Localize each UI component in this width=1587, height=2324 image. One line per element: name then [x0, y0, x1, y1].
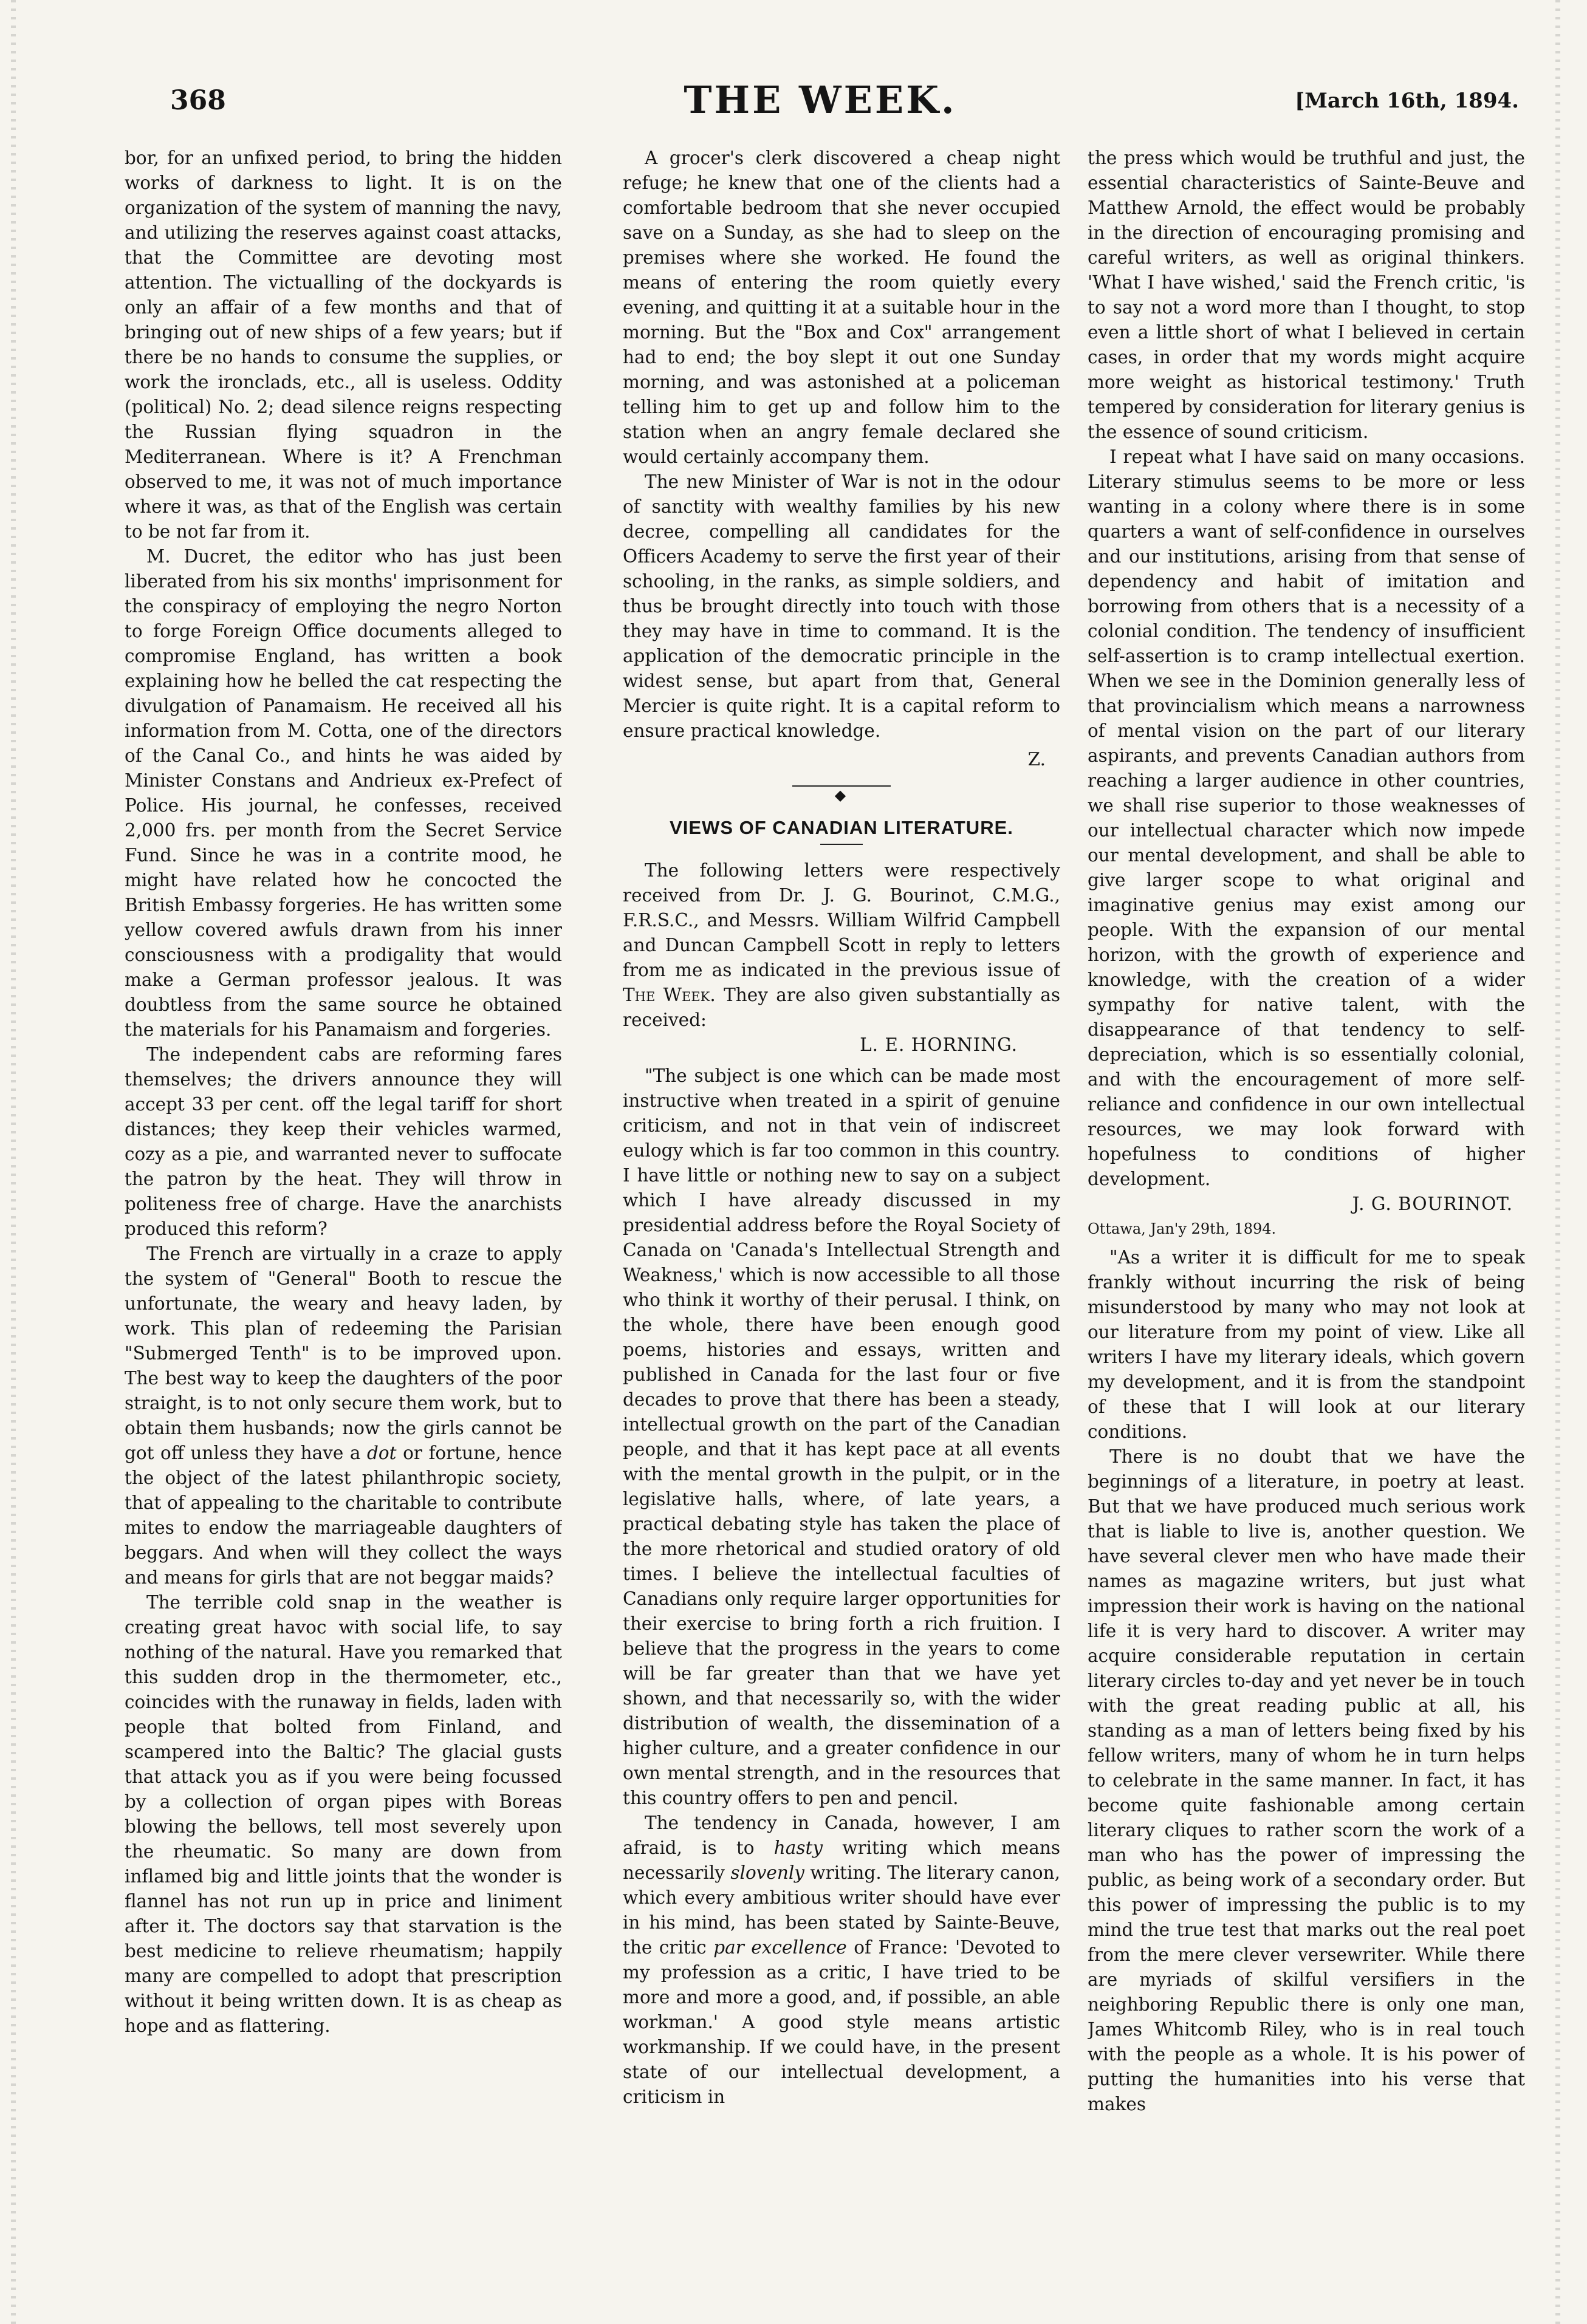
text-run: The tendency in Canada, however, I am afraid, is to [623, 1813, 1060, 1858]
text-run: or fortune, hence the object of the latest philanthropic society, that of appealing to the charitable to contribute mites to endow the marriageable daughters of beggars. And when will they collect the ways and means for girls that are not beggar maids? [125, 1443, 562, 1588]
italic-phrase: par excellence [713, 1937, 847, 1958]
text-run: The French are virtually in a craze to apply the system of "General" Booth to rescue the unfortunate, the weary and heavy laden, by work. This plan of redeeming the Parisian "Submerged Tenth" is to be improved upon. The best way to keep the daughters of the poor straight, is to not only secure them work, but to obtain them husbands; now the girls cannot be got off unless they have a [125, 1243, 562, 1463]
paragraph: The terrible cold snap in the weather is creating great havoc with social life, to say nothing of the natural. Have you remarked that this sudden drop in the thermometer, etc., coincides with the runaway in fields, laden with people that bolted from Finland, and scampered into the Baltic? The glacial gusts that attack you as if you were being focussed by a collection of organ pipes with Boreas blowing the bellows, tell most severely upon the rheumatic. So many are down from inflamed big and little joints that the wonder is flannel has not run up in price and liniment after it. The doctors say that starvation is the best medicine to relieve rheumatism; happily many are compelled to adopt that prescription without it being written down. It is as cheap as hope and as flattering. [125, 1592, 562, 2036]
column-1 [125, 146, 562, 2290]
section-divider [623, 783, 1060, 808]
text-run: of France: 'Devoted to my profession as a critic, I have tried to be more and more a good, and, if possible, an able workman.' A good style means artistic workmanship. If we could have, in the present state of our intellectual development, a criticism in [623, 1937, 1060, 2107]
paragraph: A grocer's clerk discovered a cheap night refuge; he knew that one of the clients had a comfortable bedroom that she never occupied save on a Sunday, as she had to sleep on the premises where she worked. He found the means of entering the room quietly every evening, and quitting it at a suitable hour in the morning. But the "Box and Cox" arrangement had to end; the boy slept it out one Sunday morning, and was astonished at a policeman telling him to get up and follow him to the station when an angry female declared she would certainly accompany them. [623, 148, 1060, 467]
page-header [122, 78, 1519, 134]
divider-ornament: ◆ [792, 785, 891, 804]
paragraph: the press which would be truthful and just, the essential characteristics of Sainte-Beuve and Matthew Arnold, the effect would be probably in the direction of encouraging promising and careful writers, as well as original thinkers. 'What I have wished,' said the French critic, 'is to say not a word more than I thought, to stop even a little short of what I believed in certain cases, in order that my words might acquire more weight as historical testimony.' Truth tempered by consideration for literary genius is the essence of sound criticism. [1088, 148, 1525, 442]
page-number: 368 [170, 85, 226, 116]
paragraph [125, 1242, 562, 1590]
scan-edge-right [1555, 0, 1560, 2324]
paragraph: There is no doubt that we have the beginnings of a literature, in poetry at least. But that we have produced much serious work that is liable to live is, another question. We have several clever men who have made their names as magazine writers, but just what impression their work is having on the national life it is very hard to discover. A writer may acquire considerable reputation in certain literary circles to-day and yet never be in touch with the great reading public at all, his standing as a man of letters being fixed by his fellow writers, many of whom he in turn helps to celebrate in the same manner. In fact, it has become quite fashionable among certain literary cliques to rather scorn the work of a man who has the power of impressing the public, as being work of a secondary order. But this power of impressing the public is to my mind the true test that marks out the real poet from the mere clever versewriter. While there are myriads of skilful versifiers in the neighboring Republic there is only one man, James Whitcomb Riley, who is in real touch with the people as a whole. It is his power of putting the humanities into his verse that makes [1088, 1446, 1525, 2114]
paragraph: I repeat what I have said on many occasions. Literary stimulus seems to be more or less wanting in a colony where there is in some quarters a want of self-confidence in ourselves and our institutions, arising from that sense of dependency and habit of imitation and borrowing from others that is a necessity of a colonial condition. The tendency of insufficient self-assertion is to cramp intellectual exertion. When we see in the Dominion generally less of that provincialism which means a narrowness of mental vision on the part of our literary aspirants, and prevents Canadian authors from reaching a larger audience in other countries, we shall rise superior to those weaknesses of our intellectual character which now impede our mental development, and shall be able to give larger scope to what original and imaginative genius may exist among our people. With the expansion of our mental horizon, with the growth of experience and knowledge, with the creation of a wider sympathy for native talent, with the disappearance of that tendency to self-depreciation, which is so essentially colonial, and with the encouragement of more self-reliance and confidence in our own intellectual resources, we may look forward with hopefulness to conditions of higher development. [1088, 446, 1525, 1189]
author-initial: Z. [1027, 749, 1046, 770]
italic-word: slovenly [730, 1862, 804, 1883]
journal-title: THE WEEK. [684, 78, 957, 122]
issue-date: [March 16th, 1894. [1295, 89, 1519, 113]
author-signature: J. G. BOURINOT. [1352, 1194, 1513, 1214]
dateline: Ottawa, Jan'y 29th, 1894. [1088, 1220, 1277, 1237]
text-run: The following letters were respectively received from Dr. J. G. Bourinot, C.M.G., F.R.S.C., and Messrs. William Wilfrid Campbell and Duncan Campbell Scott in reply to letters from me as indicated in the previous issue of [623, 860, 1060, 980]
text-run: They are also given substantially as received: [623, 985, 1060, 1030]
journal-name: The Week. [623, 985, 716, 1005]
paragraph: "The subject is one which can be made most instructive when treated in a spirit of genuine criticism, and not in that vein of indiscreet eulogy which is far too common in this country. I have little or nothing new to say on a subject which I have already discussed in my presidential address before the Royal Society of Canada on 'Canada's Intellectual Strength and Weakness,' which is now accessible to all those who think it worthy of their perusal. I think, on the whole, there have been enough good poems, histories and essays, written and published in Canada for the last four or five decades to prove that there has been a steady, intellectual growth on the part of the Canadian people, and that it has kept pace at all events with the mental growth in the pulpit, or in the legislative halls, where, of late years, a practical debating style has taken the place of the more rhetorical and studied oratory of old times. I believe the intellectual faculties of Canadians only require larger opportunities for their exercise to bring forth a rich fruition. I believe that the progress in the years to come will be far greater than that we have yet shown, and that necessarily so, with the wider distribution of wealth, the dissemination of a higher culture, and a greater confidence in our own mental strength, and in the resources that this country offers to pen and pencil. [623, 1065, 1060, 1808]
heading-rule [820, 844, 863, 845]
italic-word: dot [367, 1443, 397, 1463]
paragraph [623, 1811, 1060, 2110]
paragraph: M. Ducret, the editor who has just been liberated from his six months' imprisonment for the conspiracy of employing the negro Norton to forge Foreign Office documents alleged to compromise England, has written a book explaining how he belled the cat respecting the divulgation of Panamaism. He received all his information from M. Cotta, one of the directors of the Canal Co., and hints he was aided by Minister Constans and Andrieux ex-Prefect of Police. His journal, he confesses, received 2,000 frs. per month from the Secret Service Fund. Since he was in a contrite mood, he might have related how he concocted the British Embassy forgeries. He has written some yellow covered awfuls drawn from his inner consciousness with a prodigality that would make a German professor jealous. It was doubtless from the same source he obtained the materials for his Panamaism and forgeries. [125, 546, 562, 1040]
paragraph: bor, for an unfixed period, to bring the hidden works of darkness to light. It is on the organization of the system of manning the navy, and utilizing the reserves against coast attacks, that the Committee are devoting most attention. The victualling of the dockyards is only an affair of a few months and that of bringing out of new ships of a few years; but if there be no hands to consume the supplies, or work the ironclads, etc., all is useless. Oddity (political) No. 2; dead silence reigns respecting the Russian flying squadron in the Mediterranean. Where is it? A Frenchman observed to me, it was not of much importance where it was, as that of the English was certain to be not far from it. [125, 148, 562, 542]
italic-word: hasty [773, 1837, 823, 1858]
editor-signature: L. E. HORNING. [860, 1034, 1018, 1055]
paragraph: The independent cabs are reforming fares themselves; the drivers announce they will accept 33 per cent. off the legal tariff for short distances; they keep their vehicles warmed, cozy as a pie, and warranted never to suffocate the patron by the heat. They will throw in politeness free of charge. Have the anarchists produced this reform? [125, 1044, 562, 1239]
paragraph [623, 858, 1060, 1033]
scan-edge-left [11, 0, 16, 2324]
text-run: writing which means necessarily [623, 1837, 1060, 1883]
section-heading: VIEWS OF CANADIAN LITERATURE. [670, 817, 1013, 838]
column-3 [1088, 146, 1525, 2290]
paragraph: The new Minister of War is not in the odour of sanctity with wealthy families by his new decree, compelling all candidates for the Officers Academy to serve the first year of their schooling, in the ranks, as simple soldiers, and thus be brought directly into touch with those they may have in time to command. It is the application of the democratic principle in the widest sense, but apart from that, General Mercier is quite right. It is a capital reform to ensure practical knowledge. [623, 471, 1060, 741]
paragraph: "As a writer it is difficult for me to speak frankly without incurring the risk of being misunderstood by many who may not look at our literature from my point of view. Like all writers I have my literary ideals, which govern my development, and it is from the standpoint of these that I will look at our literary conditions. [1088, 1247, 1525, 1442]
column-2 [623, 146, 1060, 2290]
text-run: writing. The literary canon, which every ambitious writer should have ever in his mind, has been stated by Sainte-Beuve, the critic [623, 1862, 1060, 1958]
